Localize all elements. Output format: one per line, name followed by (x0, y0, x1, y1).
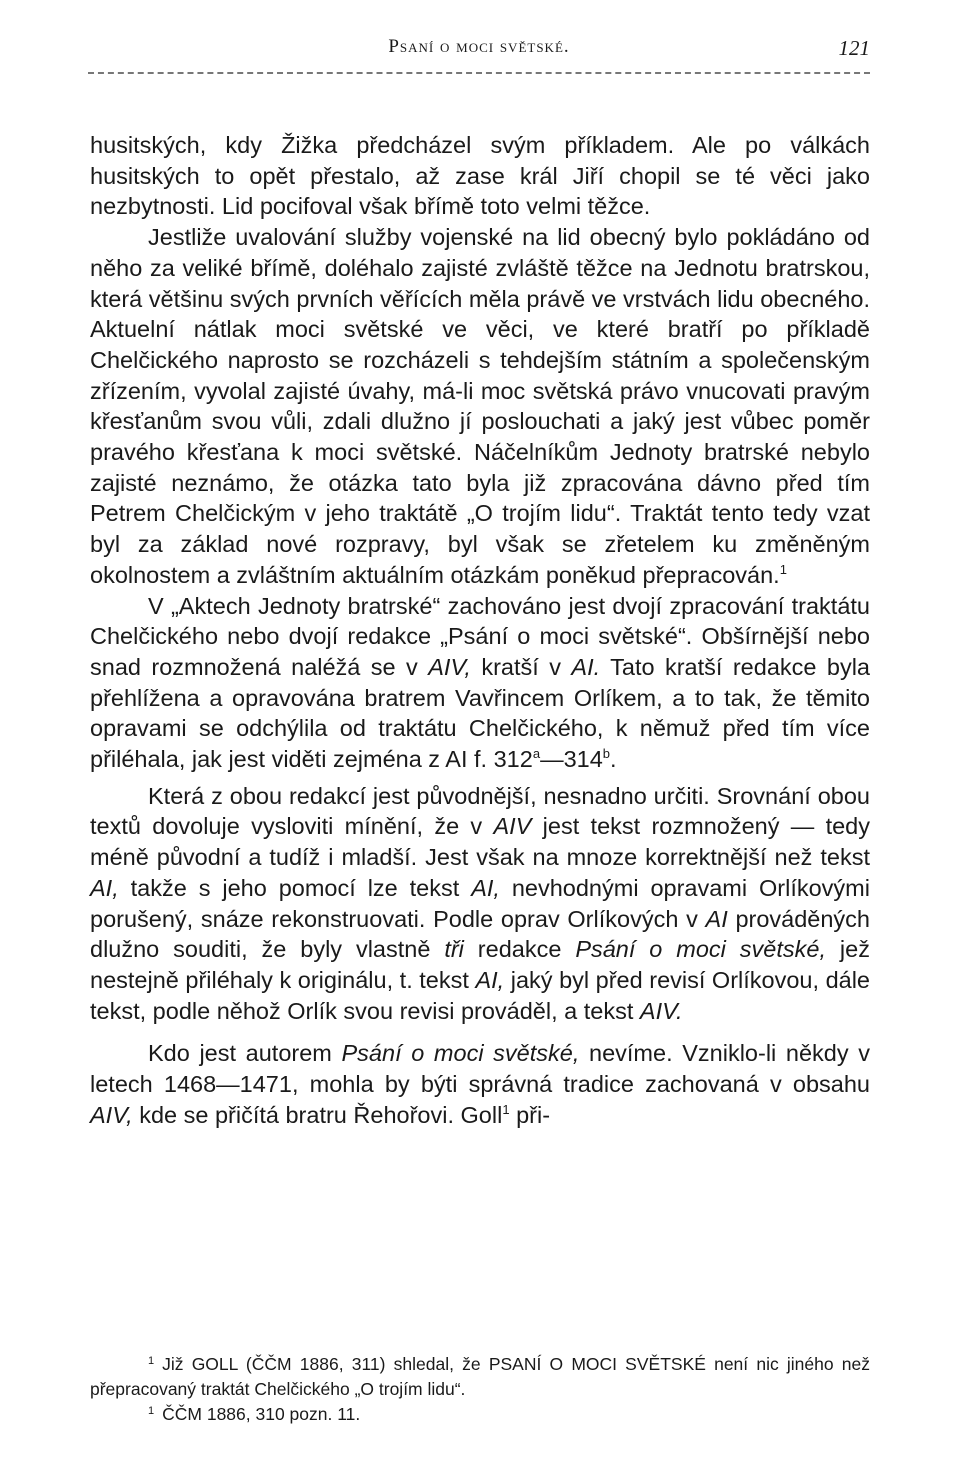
paragraph-4-text-c: takže s jeho pomocí lze tekst (118, 874, 472, 901)
body-text (90, 130, 870, 1131)
paragraph-2-text: Jestliže uvalování služby vojenské na lid obecný bylo pokládáno od něho za veliké břímě, doléhalo zajisté zvláště těžce na Jednotu bratrskou, která většinu svých prvních věřících měla právě ve vrstvách lidu obecného. Aktuelní nátlak moci světské ve věci, ve které bratří po příkladě Chelčického naprosto se rozcházeli s tehdejším státním a společenským zřízením, vyvolal zajisté úvahy, má-li moc světská právo vnucovati pravým křesťanům svou vůli, zdali dlužno jí poslouchati a jaký jest vůbec poměr pravého křesťana k moci světské. Náčelníkům Jednoty bratrské nebylo zajisté neznámo, že otázka tato byla již zpracována dávno před tím Petrem Chelčickým v jeho traktátě „O trojím lidu“. Traktát tento tedy vzat byl za základ nové rozpravy, byl však se zřetelem ku změněným okolnostem a zvláštním aktuálním otázkám poněkud přepracován. (90, 224, 870, 588)
paragraph-3-text-c: Tato kratší redakce byla přehlížena a opravována bratrem Vavřincem Orlíkem, a to tak, že těmito opravami se odchýlila od traktátu Chelčického, k němuž před tím více přiléhala, jak jest viděti zejména z AI f. 312 (90, 653, 870, 773)
paragraph-5-text-c: kde se přičítá bratru Řehořovi. Goll (132, 1101, 503, 1128)
paragraph-5-text-b: nevíme. Vzniklo-li někdy v letech 1468—1471, mohla by býti správná tradice zachovaná v obsahu (90, 1040, 870, 1098)
manuscript-ref: AI, (90, 874, 119, 901)
paragraph-5-text-d: při- (509, 1101, 551, 1128)
folio-superscript: b (602, 746, 611, 762)
running-head: Psaní o moci světské. (388, 36, 570, 57)
paragraph-4-text-d: nevhodnými opravami Orlíkovými porušený, snáze rekonstruovati. Podle oprav Orlíkových v (90, 874, 870, 932)
footnote-mark: 1 (148, 1355, 155, 1367)
paragraph-3-text-a: V „Aktech Jednoty bratrské“ zachováno jest dvojí zpracování traktátu Chelčického nebo dvojí redakce „Psání o moci světské“. Obšírnější nebo snad rozmnožená naléžá se v (90, 592, 870, 680)
paragraph-5-text-a: Kdo jest autorem (148, 1040, 342, 1067)
paragraph-4 (90, 781, 870, 1027)
paragraph-3 (90, 591, 870, 775)
paragraph-4-text-a: Která z obou redakcí jest původnější, nesnadno určiti. Srovnání obou textů dovoluje vysloviti mínění, že v (90, 782, 870, 840)
footnote-1 (90, 1352, 870, 1402)
footnote-2 (90, 1402, 870, 1427)
work-title: Psání o moci světské, (341, 1040, 580, 1067)
paragraph-2 (90, 222, 870, 590)
folio-superscript: a (532, 746, 541, 762)
paragraph-1 (90, 130, 870, 222)
page-number: 121 (838, 36, 870, 60)
manuscript-ref: AIV, (428, 653, 471, 680)
paragraph-4-text-g: jež nestejně přiléhaly k originálu, t. tekst (90, 936, 870, 993)
manuscript-ref: AIV. (639, 997, 683, 1024)
paragraph-1-text: husitských, kdy Žižka předcházel svým příkladem. Ale po válkách husitských to opět přestalo, až zase král Jiří chopil se té věci jako nezbytnosti. Lid pocifoval však břímě toto velmi těžce. (90, 132, 870, 220)
footnote-text: Již GOLL (ČČM 1886, 311) shledal, že PSANÍ O MOCI SVĚTSKÉ není nic jiného než přepracovaný traktát Chelčického „O trojím lidu“. (90, 1354, 870, 1399)
paragraph-3-text-d: —314 (540, 746, 603, 773)
footnote-ref-2: 1 (502, 1101, 510, 1117)
page-header (88, 36, 870, 76)
manuscript-ref: AI, (471, 874, 500, 901)
manuscript-ref: AI, (475, 966, 505, 993)
manuscript-ref: AI. (571, 653, 601, 680)
manuscript-ref: AIV, (90, 1101, 133, 1128)
paragraph-3-text-b: kratší v (470, 653, 572, 680)
manuscript-ref: AIV (493, 813, 532, 840)
paragraph-3-text-e: . (610, 746, 617, 773)
paragraph-4-text-b: jest tekst rozmnožený — tedy méně původní a tudíž i mladší. Jest však na mnoze korrektnější než tekst (90, 813, 870, 871)
footnote-mark: 1 (148, 1405, 155, 1417)
footnote-text: ČČM 1886, 310 pozn. 11. (162, 1404, 361, 1424)
footnotes (90, 1352, 870, 1427)
paragraph-4-text-e: prováděných dlužno souditi, že byly vlastně (90, 905, 871, 963)
emphasis: tři (444, 936, 464, 963)
paragraph-4-text-h: jaký byl před revisí Orlíkovou, dále tekst, podle něhož Orlík svou revisi prováděl, a tekst (90, 966, 870, 1024)
work-title: Psání o moci světské, (575, 936, 827, 963)
paragraph-5 (90, 1038, 870, 1130)
footnote-ref-1: 1 (779, 561, 787, 577)
manuscript-ref: AI (705, 905, 728, 932)
paragraph-4-text-f: redakce (463, 936, 576, 963)
header-rule (88, 72, 870, 74)
